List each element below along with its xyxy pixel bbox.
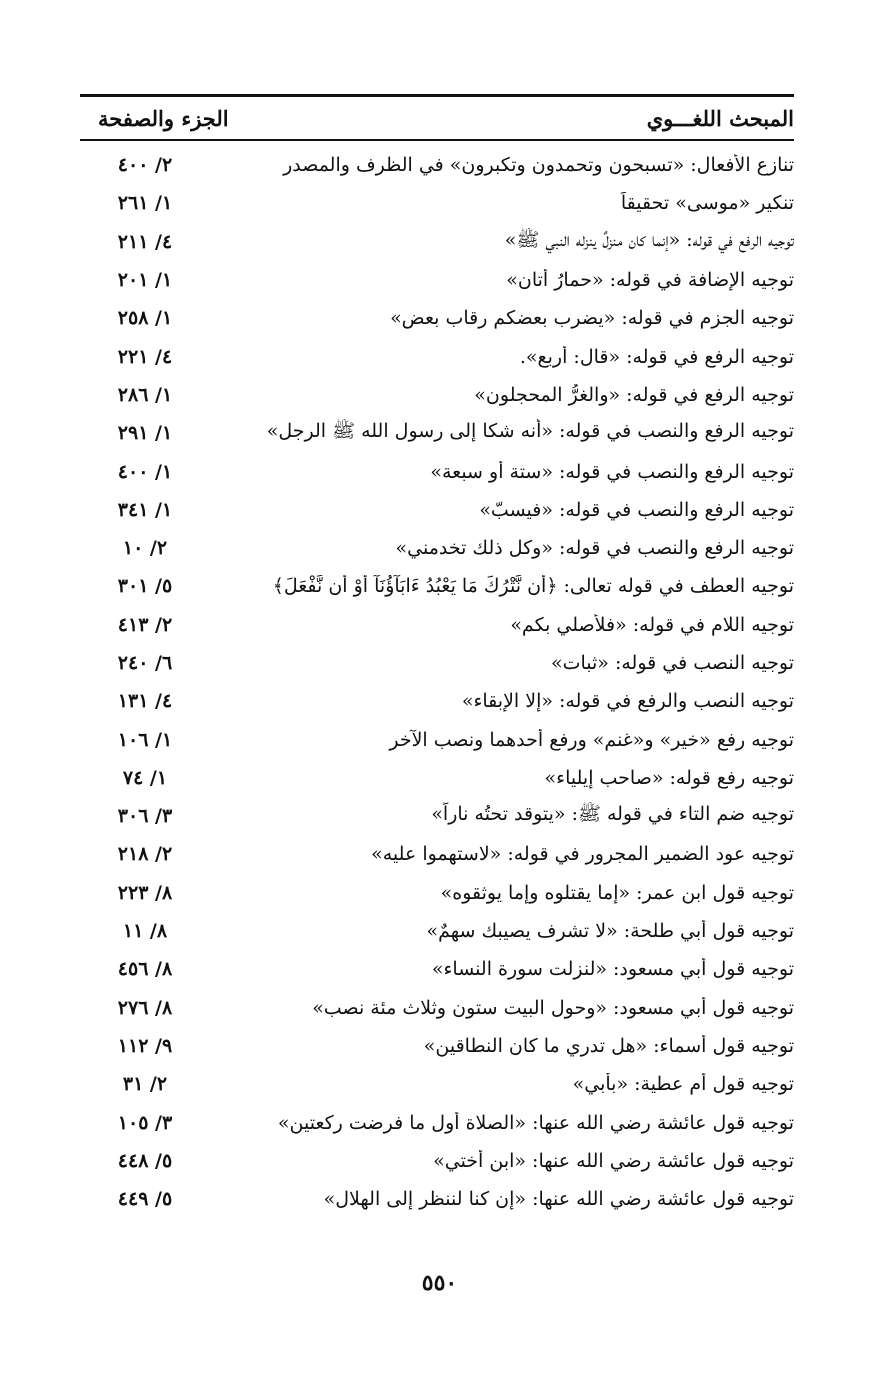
volume-page-reference: ٥/ ٣٠١ xyxy=(117,575,173,598)
table-row xyxy=(80,644,794,682)
table-row xyxy=(80,376,794,414)
index-topic: توجيه رفع «خير» و«غنم» ورفع أحدهما ونصب الآخر xyxy=(389,728,794,751)
volume-page-reference: ٢/ ٤١٣ xyxy=(117,613,173,636)
header-rule xyxy=(80,139,794,141)
volume-page-reference: ١/ ٢٦١ xyxy=(117,192,173,215)
table-row xyxy=(80,1027,794,1065)
volume-page-reference: ٨/ ٢٢٣ xyxy=(117,881,173,904)
volume-page-reference: ٢/ ٢١٨ xyxy=(117,843,173,866)
index-topic: توجيه قول أبي طلحة: «لا تشرف يصيبك سهمٌ» xyxy=(426,920,794,943)
index-topic: توجيه الرفع والنصب في قوله: «ستة أو سبعة» xyxy=(430,460,794,483)
index-topic: توجيه الإضافة في قوله: «حمارُ أتان» xyxy=(506,269,794,292)
table-row xyxy=(80,529,794,567)
table-row xyxy=(80,797,794,835)
index-topic: توجيه قول أبي مسعود: «وحول البيت ستون وثلاث مئة نصب» xyxy=(312,996,794,1019)
volume-page-reference: ١/ ٣٤١ xyxy=(117,498,173,521)
volume-page-reference: ١/ ٢٩١ xyxy=(117,422,173,445)
index-topic: توجيه النصب والرفع في قوله: «إلا الإبقاء» xyxy=(461,690,794,713)
volume-page-reference: ٥/ ٤٤٩ xyxy=(117,1188,173,1211)
index-topic: توجيه عود الضمير المجرور في قوله: «لاستهموا عليه» xyxy=(371,843,794,866)
volume-page-reference: ٢/ ١٠ xyxy=(122,537,168,560)
table-row xyxy=(80,912,794,950)
volume-page-reference: ١/ ٤٠٠ xyxy=(117,460,173,483)
index-topic: توجيه قول ابن عمر: «إما يقتلوه وإما يوثقوه» xyxy=(440,881,794,904)
table-row xyxy=(80,452,794,490)
table-row xyxy=(80,874,794,912)
index-topic: تنكير «موسى» تحقيقاً xyxy=(620,192,794,215)
index-topic: توجيه الرفع والنصب في قوله: «أنه شكا إلى رسول الله ﷺ الرجل» xyxy=(266,420,794,443)
index-table-body xyxy=(80,146,794,1218)
table-row xyxy=(80,261,794,299)
volume-page-reference: ٦/ ٢٤٠ xyxy=(117,652,173,674)
table-header xyxy=(80,100,794,136)
index-topic: توجيه قول عائشة رضي الله عنها: «إن كنا لننظر إلى الهلال» xyxy=(323,1188,794,1211)
reference-column-header: الجزء والصفحة xyxy=(98,105,229,131)
volume-page-reference: ٢/ ٣١ xyxy=(122,1073,168,1096)
table-row xyxy=(80,414,794,452)
index-topic: توجيه الرفع في قوله: «إنما كان منزلٌ ينزله النبي ﷺ» xyxy=(504,228,794,251)
volume-page-reference: ١/ ٧٤ xyxy=(122,766,168,789)
volume-page-reference: ٢/ ٤٠٠ xyxy=(117,154,173,177)
index-topic: توجيه ضم التاء في قوله ﷺ: «يتوقد تحتُه ناراً» xyxy=(431,803,794,826)
table-row xyxy=(80,835,794,873)
topic-column-header: المبحث اللغـــوي xyxy=(646,105,794,131)
index-topic: توجيه النصب في قوله: «ثبات» xyxy=(550,652,794,674)
table-row xyxy=(80,567,794,605)
table-row xyxy=(80,1103,794,1141)
index-topic: تنازع الأفعال: «تسبحون وتحمدون وتكبرون» في الظرف والمصدر xyxy=(283,154,794,177)
table-row xyxy=(80,989,794,1027)
index-topic: توجيه الرفع في قوله: «والغرُّ المحجلون» xyxy=(474,383,794,406)
index-topic: توجيه الرفع والنصب في قوله: «فيسبّ» xyxy=(479,498,794,521)
volume-page-reference: ٨/ ٤٥٦ xyxy=(117,958,173,981)
table-row xyxy=(80,1065,794,1103)
index-topic: توجيه قول عائشة رضي الله عنها: «الصلاة أول ما فرضت ركعتين» xyxy=(277,1111,794,1134)
top-rule xyxy=(80,94,794,97)
volume-page-reference: ٣/ ٣٠٦ xyxy=(117,805,173,828)
volume-page-reference: ٨/ ١١ xyxy=(122,920,168,943)
index-topic: توجيه العطف في قوله تعالى: ﴿أَن نَّتْرُكَ مَا يَعْبُدُ ءَابَآؤُنَآ أَوْ أَن نَّفْعَلَ﴾ xyxy=(272,575,794,598)
table-row xyxy=(80,950,794,988)
volume-page-reference: ٤/ ٢٢١ xyxy=(117,345,173,368)
index-topic: توجيه قول أسماء: «هل تدري ما كان النطاقين» xyxy=(423,1034,794,1057)
table-row xyxy=(80,682,794,720)
table-row xyxy=(80,299,794,337)
volume-page-reference: ١/ ٢٨٦ xyxy=(117,383,173,406)
index-topic: توجيه الرفع في قوله: «قال: أربع». xyxy=(519,345,794,368)
volume-page-reference: ١/ ٢٥٨ xyxy=(117,307,173,330)
index-topic: توجيه رفع قوله: «صاحب إيلياء» xyxy=(544,766,794,789)
index-topic: توجيه الجزم في قوله: «يضرب بعضكم رقاب بعض» xyxy=(390,307,794,330)
table-row xyxy=(80,720,794,758)
volume-page-reference: ٣/ ١٠٥ xyxy=(117,1111,173,1134)
table-row xyxy=(80,146,794,184)
table-row xyxy=(80,337,794,375)
table-row xyxy=(80,1180,794,1218)
table-row xyxy=(80,1142,794,1180)
volume-page-reference: ١/ ٢٠١ xyxy=(117,269,173,292)
table-row xyxy=(80,491,794,529)
table-row xyxy=(80,223,794,261)
table-row xyxy=(80,759,794,797)
volume-page-reference: ١/ ١٠٦ xyxy=(117,728,173,751)
volume-page-reference: ٩/ ١١٢ xyxy=(117,1034,173,1057)
index-topic: توجيه قول أبي مسعود: «لنزلت سورة النساء» xyxy=(431,958,794,981)
table-row xyxy=(80,184,794,222)
index-topic: توجيه اللام في قوله: «فلأصلي بكم» xyxy=(510,613,794,636)
volume-page-reference: ٤/ ١٣١ xyxy=(117,690,173,713)
volume-page-reference: ٥/ ٤٤٨ xyxy=(117,1149,173,1172)
volume-page-reference: ٤/ ٢١١ xyxy=(117,230,173,253)
index-topic: توجيه قول عائشة رضي الله عنها: «ابن أختي» xyxy=(433,1149,794,1172)
index-topic: توجيه قول أم عطية: «بأبي» xyxy=(572,1073,794,1096)
volume-page-reference: ٨/ ٢٧٦ xyxy=(117,996,173,1019)
table-row xyxy=(80,606,794,644)
page-number: ٥٥٠ xyxy=(421,1270,458,1296)
index-topic: توجيه الرفع والنصب في قوله: «وكل ذلك تخدمني» xyxy=(395,537,794,560)
